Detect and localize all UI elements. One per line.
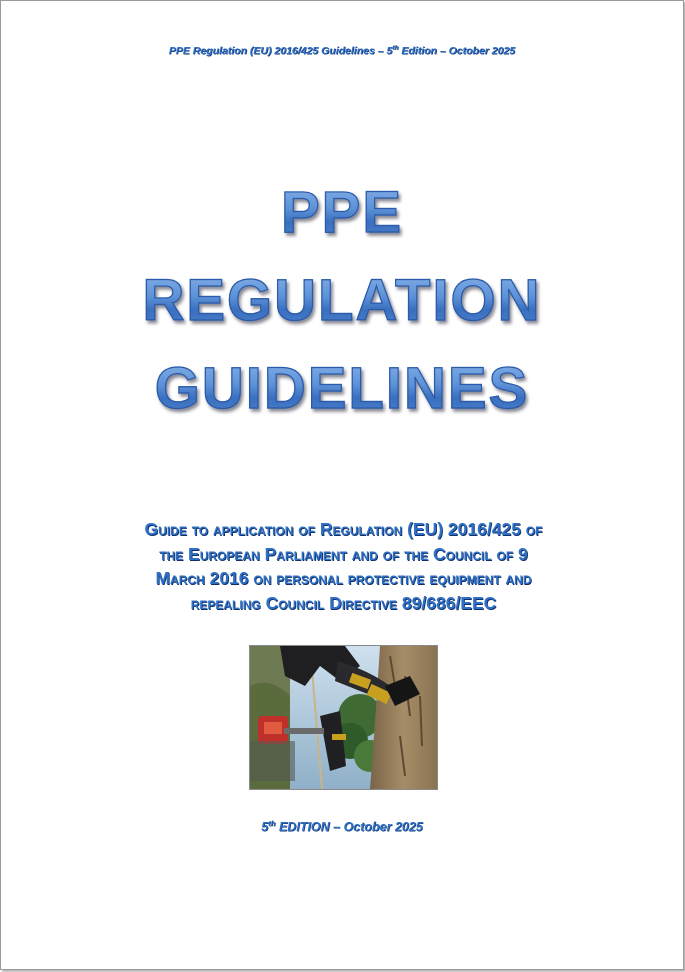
title-line-3: GUIDELINES [1, 345, 683, 433]
header-text-prefix: PPE Regulation (EU) 2016/425 Guidelines – 5 [168, 45, 393, 57]
header-text-suffix: Edition – October 2025 [398, 45, 516, 57]
subtitle-line-1: Guide to application of Regulation (EU) 2016/425 of [144, 519, 543, 539]
subtitle-line-3: March 2016 on personal protective equipment and [155, 568, 532, 588]
document-title [1, 169, 683, 433]
edition-ordinal-suffix: th [268, 818, 276, 828]
subtitle-line-4: repealing Council Directive 89/686/EEC [190, 592, 497, 613]
edition-text: EDITION – October 2025 [275, 820, 423, 834]
header-ordinal-suffix: th [392, 44, 399, 52]
document-subtitle [61, 517, 626, 615]
edition-number: 5 [261, 820, 269, 834]
cover-photo [249, 645, 438, 790]
running-header [1, 45, 683, 57]
title-line-2: REGULATION [1, 257, 683, 345]
title-line-1: PPE [1, 169, 683, 257]
edition-label [1, 820, 683, 834]
subtitle-line-2: the European Parliament and of the Council of 9 [159, 543, 528, 564]
chainsaw-tree-climber-photo-icon [250, 646, 437, 789]
